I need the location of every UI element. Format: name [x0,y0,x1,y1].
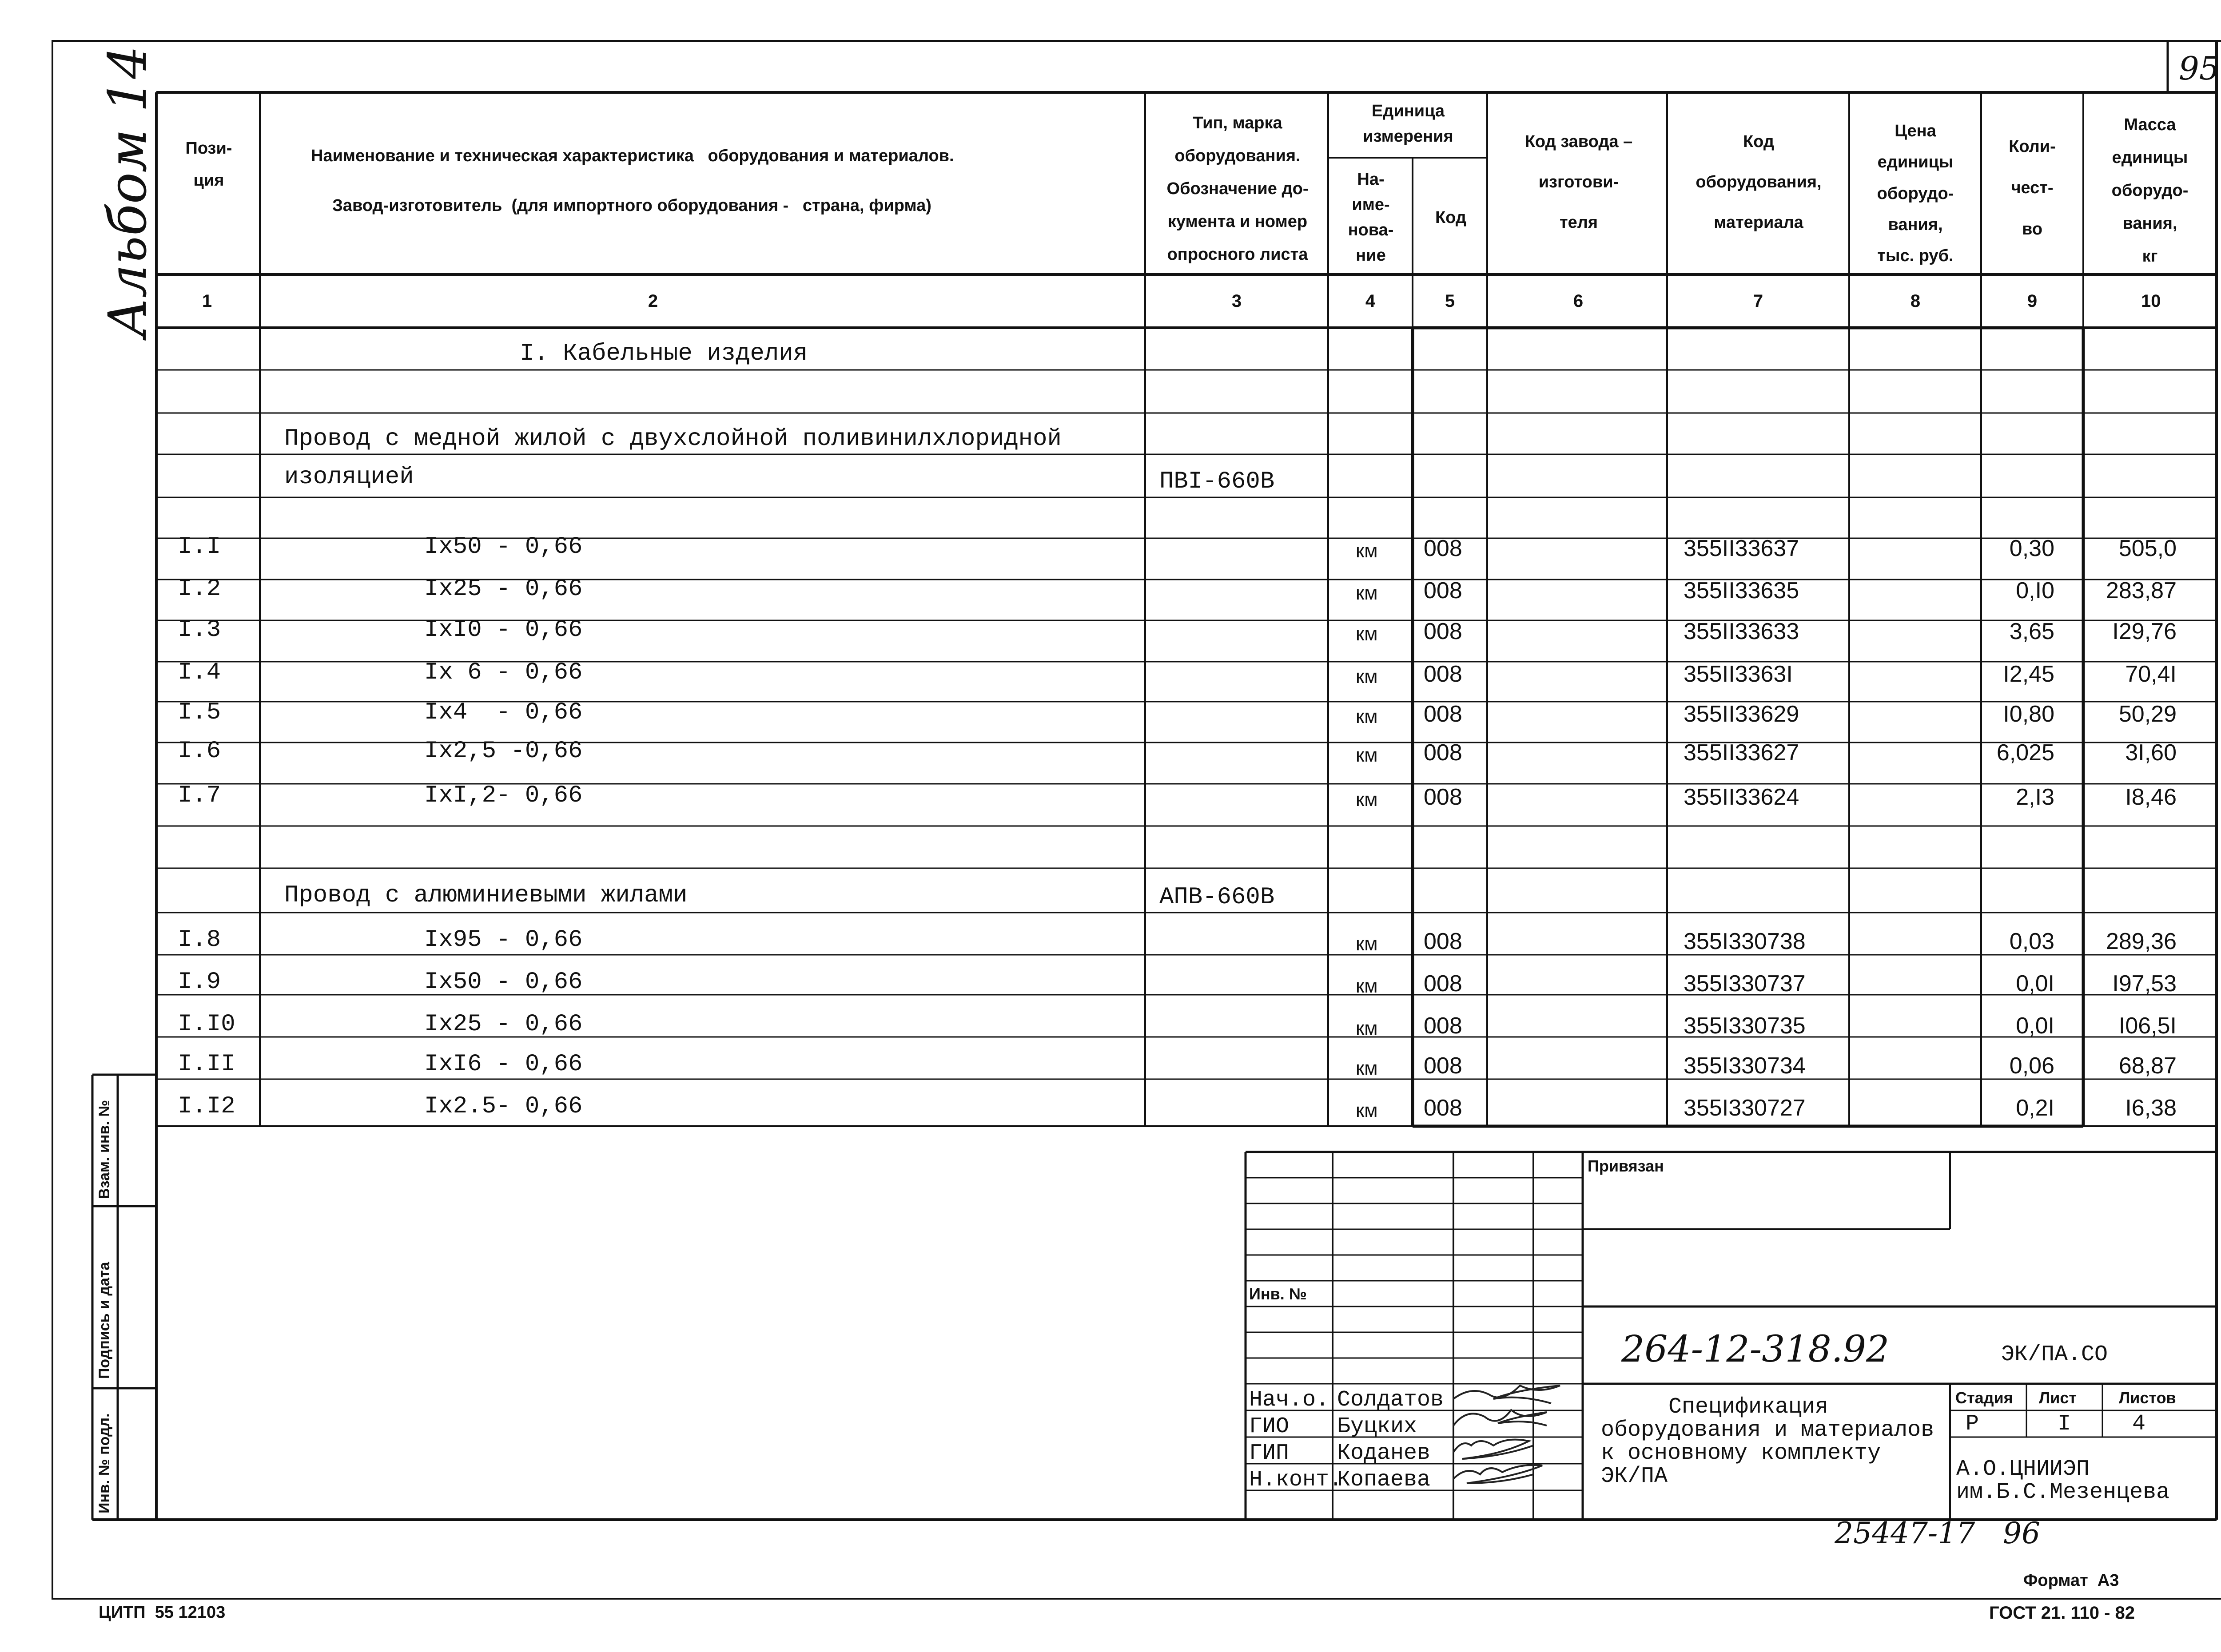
row-position: I.I0 [178,1011,235,1038]
row-name: IхI,2- 0,66 [424,782,583,809]
group2-name: Провод с алюминиевыми жилами [284,882,688,909]
row-name: Iх95 - 0,66 [424,926,583,953]
row-quantity: 0,03 [2009,929,2054,954]
group2-type: АПВ-660В [1159,884,1275,911]
col9-number: 9 [2027,291,2038,311]
stamp-signer-name: Коданев [1337,1441,1431,1466]
row-unit: км [1356,540,1378,562]
stamp-sheet-label: Лист [2039,1389,2077,1407]
stamp-stage-label: Стадия [1955,1389,2013,1407]
row-name: IхI0 - 0,66 [424,616,583,643]
stamp-title-line2: оборудования и материалов [1601,1418,1934,1443]
row-material-code: 355I330738 [1684,929,1806,954]
col6-title: Код завода – изготови- теля [1524,132,1633,232]
row-unit: км [1356,933,1378,955]
stamp-signer-name: Буцких [1337,1414,1417,1439]
row-mass: I97,53 [2112,971,2177,997]
row-name: Iх25 - 0,66 [424,576,583,603]
row-material-code: 355II33637 [1684,536,1799,561]
stamp-signer-name: Солдатов [1337,1387,1444,1413]
unit-group-title: Единица измерения [1363,102,1453,146]
stamp-sheets-label: Листов [2119,1389,2176,1407]
stamp-sheet-value: I [2058,1411,2071,1437]
stamp-title-line4: ЭК/ПА [1601,1464,1668,1489]
row-quantity: 6,025 [1996,740,2054,766]
row-unit-code: 008 [1424,1053,1462,1079]
row-material-code: 355I330727 [1684,1095,1806,1121]
stamp-doc-code-suffix: ЭК/ПА.СО [2001,1342,2108,1367]
row-position: I.2 [178,576,221,603]
col4-title: На- име- нова- ние [1348,170,1394,265]
row-quantity: 0,06 [2009,1053,2054,1079]
row-quantity: I0,80 [2003,701,2054,727]
row-unit-code: 008 [1424,701,1462,727]
row-mass: I8,46 [2125,784,2177,810]
signature-scribbles [1453,1386,1560,1483]
row-position: I.4 [178,659,221,686]
stamp-signer-role: ГИП [1249,1441,1290,1466]
row-material-code: 355II33627 [1684,740,1799,766]
row-material-code: 355II33624 [1684,784,1799,810]
stamp-signer-role: ГИО [1249,1414,1290,1439]
row-position: I.7 [178,782,221,809]
row-quantity: 0,0I [2016,971,2054,997]
row-position: I.3 [178,616,221,643]
row-material-code: 355I330735 [1684,1013,1806,1039]
side-label-inv-podl: Инв. № подл. [96,1413,113,1513]
row-quantity: 0,2I [2016,1095,2054,1121]
row-name: Iх 6 - 0,66 [424,659,583,686]
row-mass: I29,76 [2112,619,2177,644]
stamp-signer-role: Нач.о. [1249,1387,1329,1413]
row-mass: 70,4I [2125,661,2177,687]
album-label: Альбом 14 [97,45,158,338]
col1-number: 1 [202,291,212,311]
row-material-code: 355I330734 [1684,1053,1806,1079]
row-position: I.6 [178,738,221,765]
row-unit: км [1356,1100,1378,1121]
row-quantity: I2,45 [2003,661,2054,687]
stamp-signer-role: Н.конт. [1249,1467,1343,1493]
row-quantity: 3,65 [2009,619,2054,644]
group1-name-line1: Провод с медной жилой с двухслойной поливинилхлоридной [284,425,1062,453]
row-mass: 3I,60 [2125,740,2177,766]
row-mass: I06,5I [2118,1013,2177,1039]
col2-title-line2: Завод-изготовитель (для импортного оборудования - страна, фирма) [332,196,931,215]
gost-label: ГОСТ 21. 110 - 82 [1989,1603,2135,1623]
row-material-code: 355II33629 [1684,701,1799,727]
bottom-handwritten-number: 25447-17 96 [1835,1516,2041,1550]
section-title: I. Кабельные изделия [520,340,808,367]
col9-title: Коли- чест- во [2009,137,2056,239]
stamp-org-line2: им.Б.С.Мезенцева [1956,1480,2170,1505]
col5-number: 5 [1445,291,1455,311]
row-name: Iх2.5- 0,66 [424,1093,583,1120]
col2-title-line1: Наименование и техническая характеристика оборудования и материалов. [311,147,954,165]
row-quantity: 0,30 [2009,536,2054,561]
row-position: I.I2 [178,1093,235,1120]
stamp-signer-name: Копаева [1337,1467,1431,1493]
side-label-vzam-inv: Взам. инв. № [96,1100,113,1199]
row-unit: км [1356,582,1378,604]
row-unit: км [1356,789,1378,810]
row-quantity: 0,0I [2016,1013,2054,1039]
row-unit: км [1356,744,1378,766]
col8-title: Цена единицы оборудо- вания, тыс. руб. [1877,122,1954,266]
row-unit: км [1356,706,1378,727]
page-number-handwritten: 95 [2179,50,2220,87]
stamp-title-line3: к основному комплекту [1601,1441,1881,1466]
col6-number: 6 [1573,291,1584,311]
row-position: I.8 [178,926,221,953]
col3-title: Тип, марка оборудования. Обозначение до- кумента и номер опросного листа [1166,114,1309,264]
row-unit-code: 008 [1424,784,1462,810]
row-unit-code: 008 [1424,536,1462,561]
row-material-code: 355II33635 [1684,578,1799,604]
row-name: Iх25 - 0,66 [424,1011,583,1038]
col10-number: 10 [2141,291,2161,311]
row-material-code: 355I330737 [1684,971,1806,997]
stamp-doc-code-hand: 264-12-318.92 [1621,1328,1890,1370]
row-mass: 50,29 [2118,701,2177,727]
row-unit-code: 008 [1424,929,1462,954]
col10-title: Масса единицы оборудо- вания, кг [2111,115,2189,266]
row-unit: км [1356,1057,1378,1079]
stamp-sheets-value: 4 [2132,1411,2146,1437]
format-label: Формат А3 [2023,1571,2119,1590]
row-unit-code: 008 [1424,1013,1462,1039]
stamp-privyazan: Привязан [1588,1157,1664,1175]
col8-number: 8 [1910,291,1921,311]
row-position: I.5 [178,699,221,726]
col7-title: Код оборудования, материала [1696,132,1822,232]
col7-number: 7 [1753,291,1763,311]
row-name: Iх50 - 0,66 [424,533,583,560]
row-unit-code: 008 [1424,740,1462,766]
row-quantity: 0,I0 [2016,578,2054,604]
col1-title: Пози- ция [185,139,232,190]
side-label-podpis-data: Подпись и дата [96,1262,113,1379]
col3-number: 3 [1231,291,1242,311]
group1-type: ПВI-660В [1159,468,1275,495]
row-position: I.I [178,533,221,560]
row-quantity: 2,I3 [2016,784,2054,810]
col2-number: 2 [648,291,658,311]
row-mass: 283,87 [2106,578,2177,604]
stamp-inv-no: Инв. № [1249,1285,1307,1303]
row-unit: км [1356,623,1378,645]
row-name: Iх2,5 -0,66 [424,738,583,765]
row-unit-code: 008 [1424,661,1462,687]
row-mass: 505,0 [2118,536,2177,561]
row-position: I.9 [178,969,221,996]
row-unit-code: 008 [1424,578,1462,604]
stamp-stage-value: Р [1966,1411,1979,1437]
citp-label: ЦИТП 55 12103 [99,1603,226,1622]
row-mass: 289,36 [2106,929,2177,954]
col4-number: 4 [1365,291,1376,311]
row-name: Iх4 - 0,66 [424,699,583,726]
row-name: Iх50 - 0,66 [424,969,583,996]
row-mass: 68,87 [2118,1053,2177,1079]
row-name: IхI6 - 0,66 [424,1051,583,1078]
row-mass: I6,38 [2125,1095,2177,1121]
col5-title: Код [1435,208,1467,227]
row-position: I.II [178,1051,235,1078]
stamp-org-line1: А.О.ЦНИИЭП [1956,1457,2090,1482]
row-unit: км [1356,1017,1378,1039]
row-material-code: 355II3363I [1684,661,1793,687]
row-unit: км [1356,666,1378,687]
row-unit-code: 008 [1424,971,1462,997]
row-unit-code: 008 [1424,619,1462,644]
stamp-title-line1: Спецификация [1668,1394,1829,1420]
row-unit: км [1356,975,1378,997]
row-material-code: 355II33633 [1684,619,1799,644]
row-unit-code: 008 [1424,1095,1462,1121]
group1-name-line2: изоляцией [284,464,414,491]
